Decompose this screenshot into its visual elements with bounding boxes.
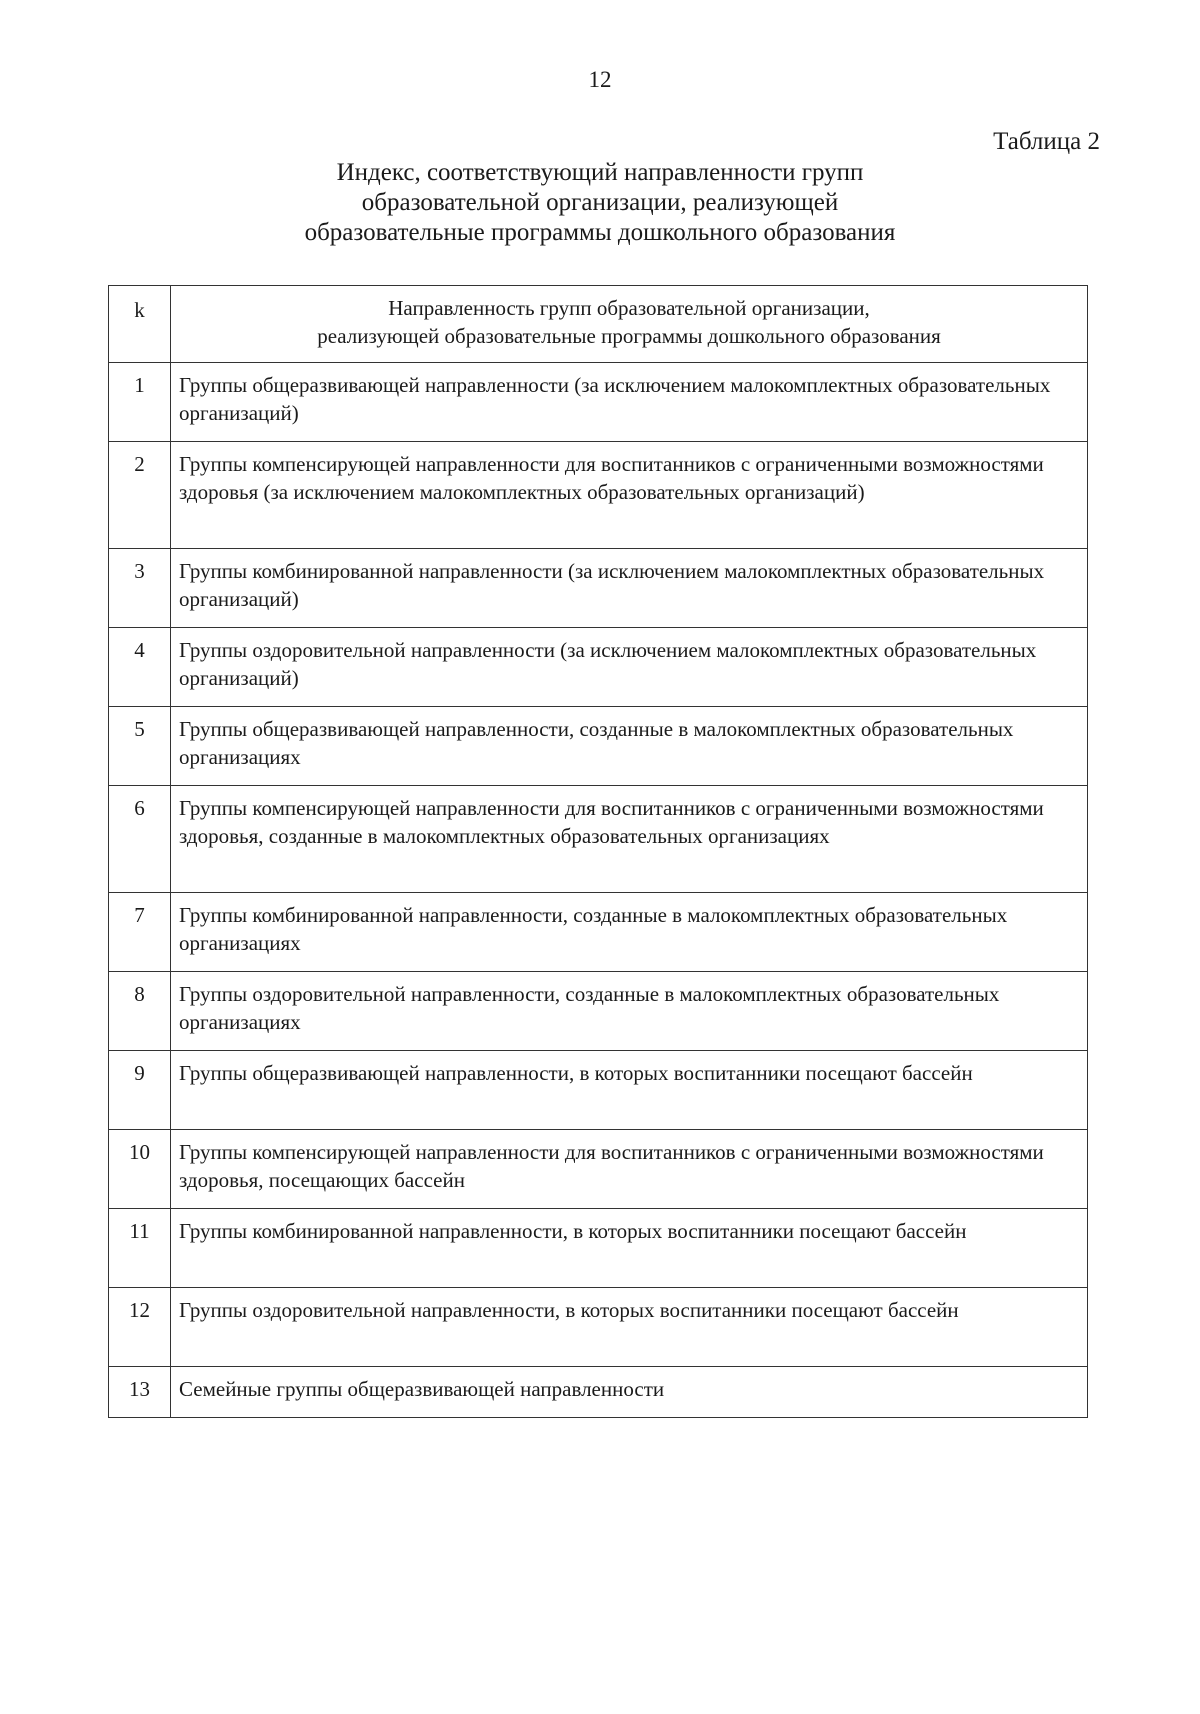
table-row: [109, 1367, 1088, 1418]
row-k: 13: [109, 1367, 171, 1418]
row-text: Группы комбинированной направленности, созданные в малокомплектных образовательных организациях: [171, 893, 1088, 972]
table-row: [109, 442, 1088, 549]
row-text: Группы общеразвивающей направленности, созданные в малокомплектных образовательных организациях: [171, 707, 1088, 786]
page-number: 12: [588, 67, 612, 92]
row-k: 3: [109, 549, 171, 628]
row-text: Группы общеразвивающей направленности (за исключением малокомплектных образовательных организаций): [171, 363, 1088, 442]
table-row: [109, 363, 1088, 442]
table-row: [109, 1288, 1088, 1367]
table-title: [250, 158, 950, 248]
row-text: Группы оздоровительной направленности, в которых воспитанники посещают бассейн: [171, 1288, 1088, 1367]
table-row: [109, 1051, 1088, 1130]
table-title-line-3: образовательные программы дошкольного образования: [304, 219, 896, 246]
row-k: 11: [109, 1209, 171, 1288]
row-text: Семейные группы общеразвивающей направленности: [171, 1367, 1088, 1418]
row-text: Группы оздоровительной направленности (за исключением малокомплектных образовательных организаций): [171, 628, 1088, 707]
header-description-line-2: реализующей образовательные программы дошкольного образования: [317, 324, 941, 348]
row-text: Группы компенсирующей направленности для воспитанников с ограниченными возможностями здоровья, созданные в малокомплектных образовательных организациях: [171, 786, 1088, 893]
header-description: [171, 286, 1088, 363]
row-k: 2: [109, 442, 171, 549]
table-label: Таблица 2: [993, 128, 1100, 155]
row-k: 5: [109, 707, 171, 786]
table-row: [109, 549, 1088, 628]
table-row: [109, 1130, 1088, 1209]
row-k: 8: [109, 972, 171, 1051]
table-row: [109, 786, 1088, 893]
row-k: 1: [109, 363, 171, 442]
row-k: 7: [109, 893, 171, 972]
table-row: [109, 893, 1088, 972]
table-row: [109, 1209, 1088, 1288]
row-k: 6: [109, 786, 171, 893]
row-k: 12: [109, 1288, 171, 1367]
row-text: Группы оздоровительной направленности, созданные в малокомплектных образовательных организациях: [171, 972, 1088, 1051]
row-text: Группы комбинированной направленности (за исключением малокомплектных образовательных организаций): [171, 549, 1088, 628]
table-row: [109, 628, 1088, 707]
row-k: 4: [109, 628, 171, 707]
table-title-line-1: Индекс, соответствующий направленности групп: [336, 159, 864, 186]
row-text: Группы компенсирующей направленности для воспитанников с ограниченными возможностями здоровья (за исключением малокомплектных образовательных организаций): [171, 442, 1088, 549]
table-row: [109, 707, 1088, 786]
row-k: 9: [109, 1051, 171, 1130]
row-text: Группы комбинированной направленности, в которых воспитанники посещают бассейн: [171, 1209, 1088, 1288]
index-table: [108, 285, 1088, 1418]
table-row: [109, 972, 1088, 1051]
table-title-line-2: образовательной организации, реализующей: [361, 189, 839, 216]
header-description-line-1: Направленность групп образовательной организации,: [388, 296, 870, 320]
row-k: 10: [109, 1130, 171, 1209]
table-header-row: [109, 286, 1088, 363]
row-text: Группы общеразвивающей направленности, в которых воспитанники посещают бассейн: [171, 1051, 1088, 1130]
header-k: k: [109, 286, 171, 363]
row-text: Группы компенсирующей направленности для воспитанников с ограниченными возможностями здоровья, посещающих бассейн: [171, 1130, 1088, 1209]
